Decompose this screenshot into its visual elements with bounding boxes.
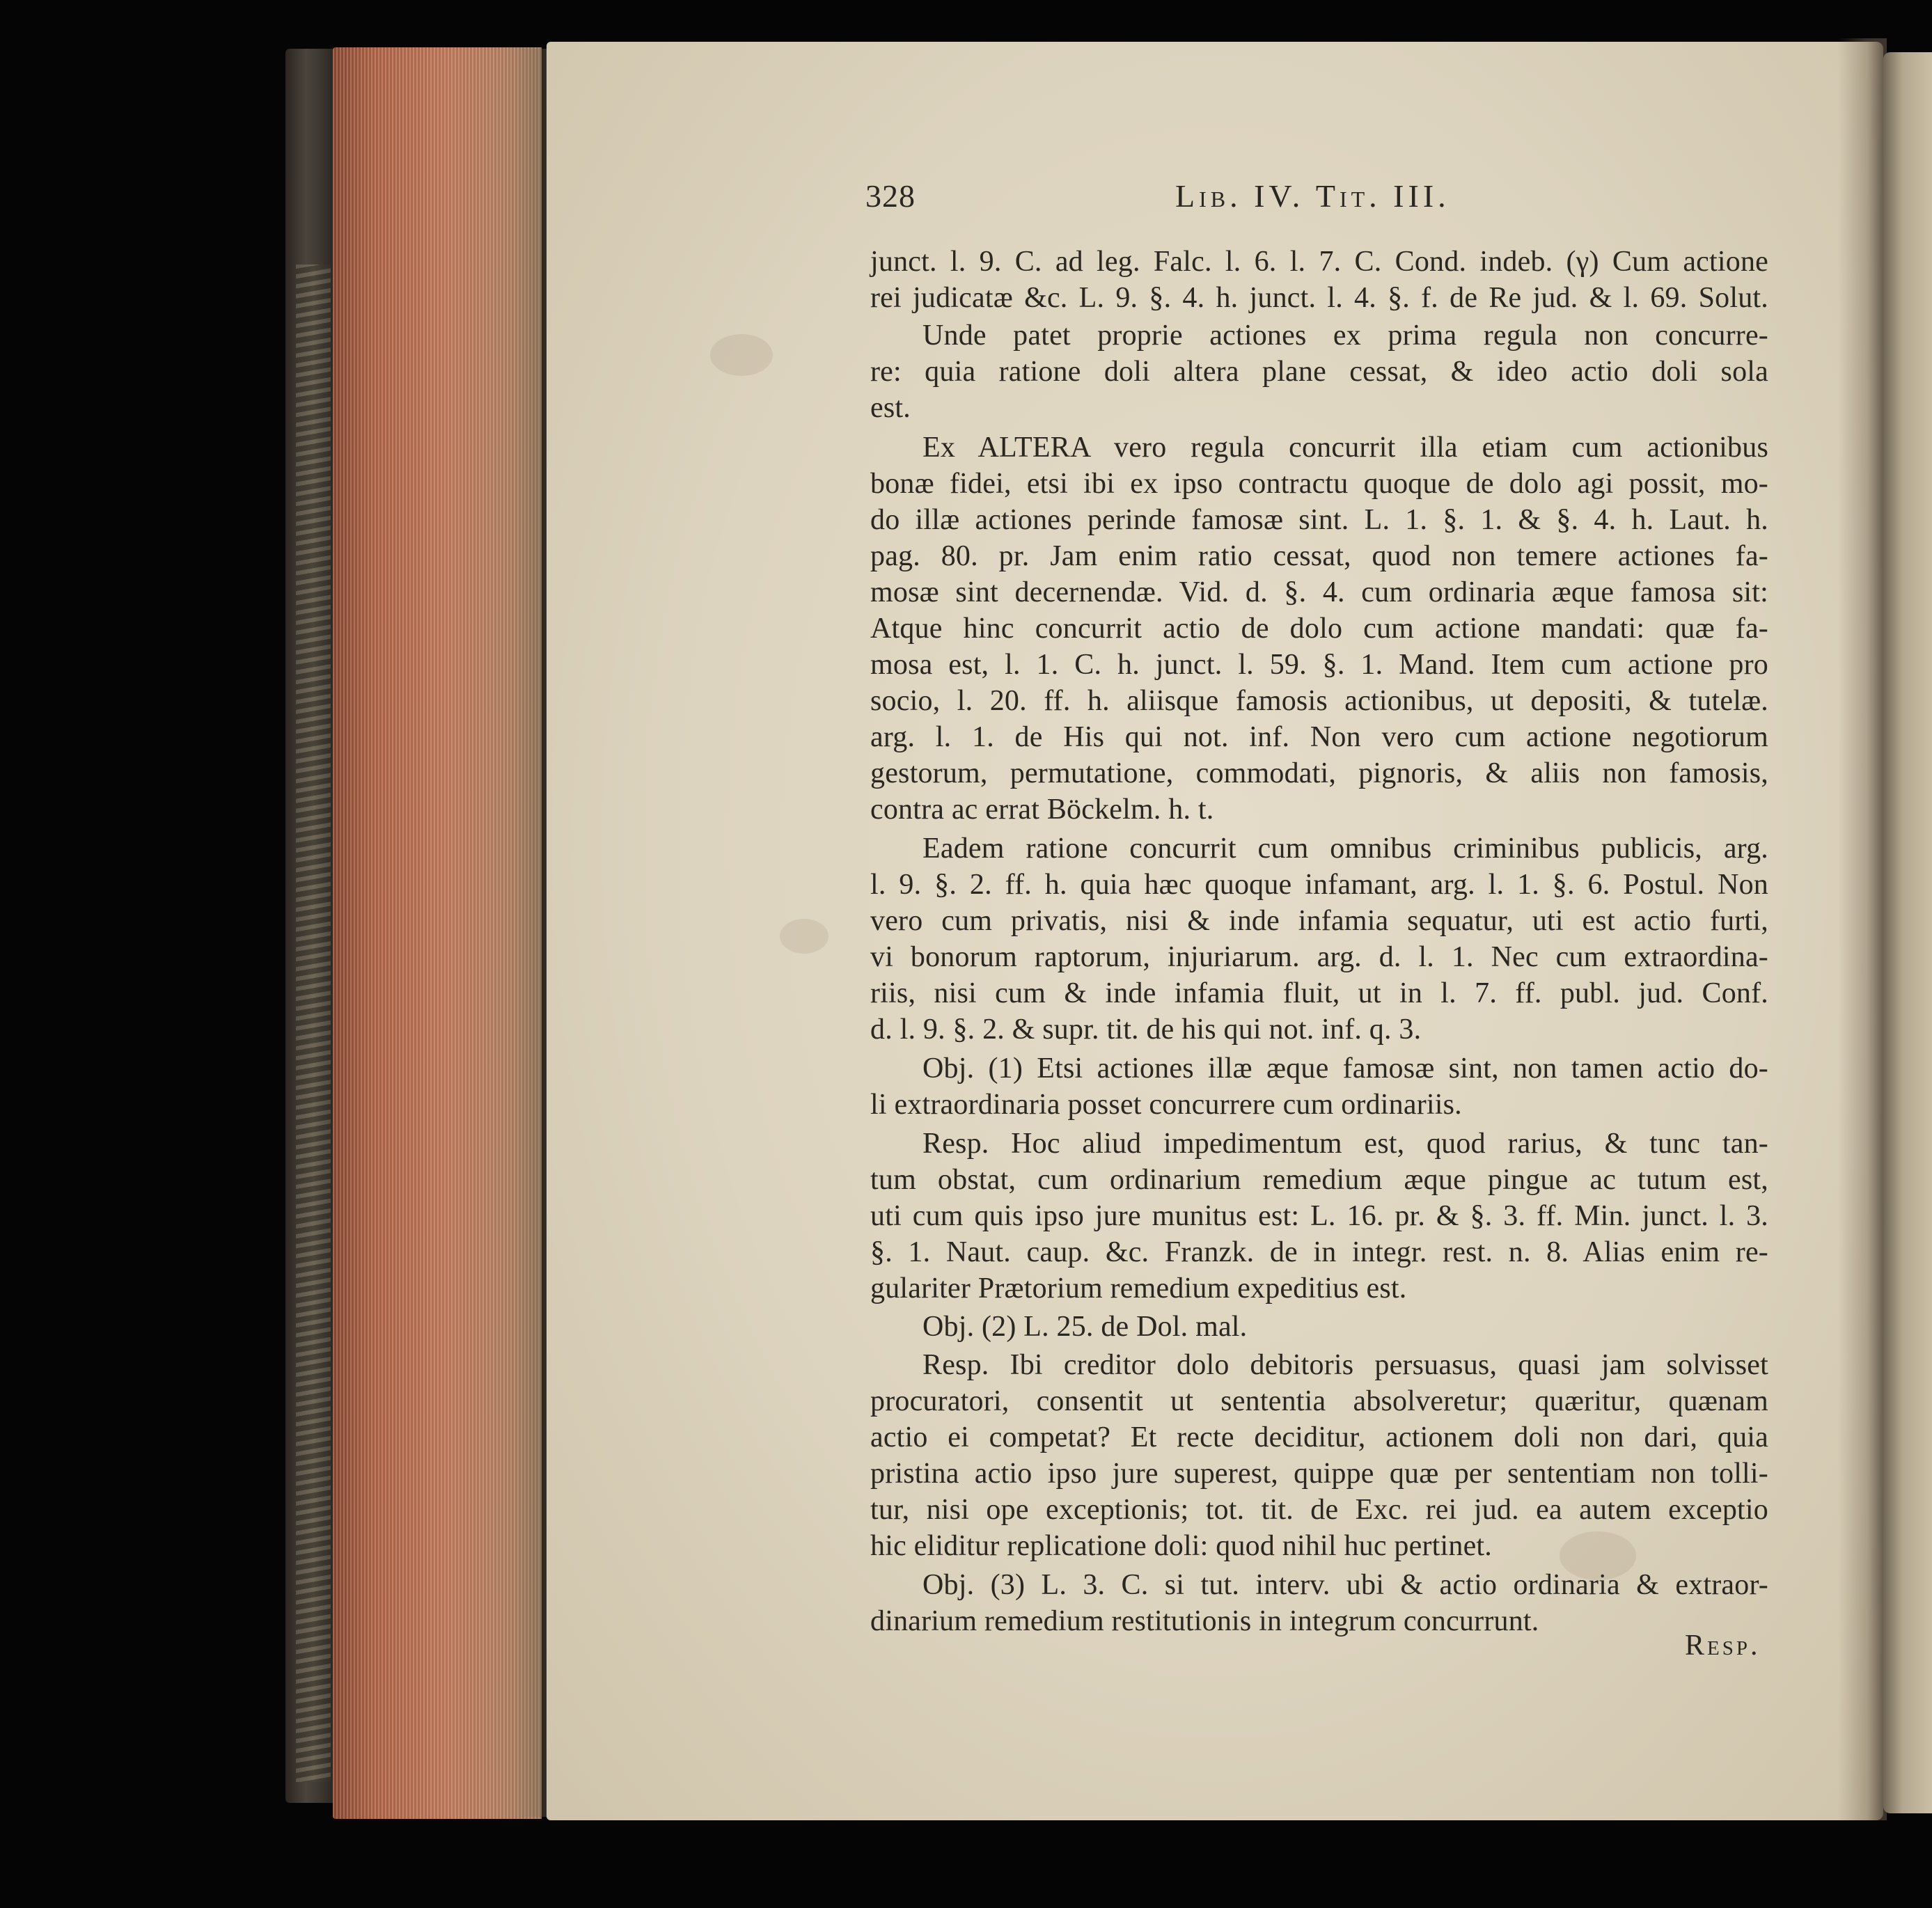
gutter-shadow xyxy=(1838,38,1887,1820)
text-line: tum obstat, cum ordinarium remedium æque pingue ac tutum est, xyxy=(870,1164,1768,1196)
text-line: arg. l. 1. de His qui not. inf. Non vero cum actione negotiorum xyxy=(870,721,1768,753)
text-line: Resp. Hoc aliud impedimentum est, quod rarius, & tunc tan- xyxy=(922,1128,1768,1160)
text-line: §. 1. Naut. caup. &c. Franzk. de in integr. rest. n. 8. Alias enim re- xyxy=(870,1236,1768,1268)
text-line: pag. 80. pr. Jam enim ratio cessat, quod non temere actiones fa- xyxy=(870,540,1768,572)
text-line: uti cum quis ipso jure munitus est: L. 16. pr. & §. 3. ff. Min. junct. l. 3. xyxy=(870,1200,1768,1232)
text-line: vero cum privatis, nisi & inde infamia sequatur, uti est actio furti, xyxy=(870,905,1768,937)
text-line: socio, l. 20. ff. h. aliisque famosis actionibus, ut depositi, & tutelæ. xyxy=(870,685,1768,717)
text-line: Obj. (3) L. 3. C. si tut. interv. ubi & actio ordinaria & extraor- xyxy=(922,1569,1768,1601)
running-head-title: Lib. IV. Tit. III. xyxy=(1175,178,1450,214)
text-line: gestorum, permutatione, commodati, pignoris, & aliis non famosis, xyxy=(870,757,1768,789)
paper-blemish xyxy=(780,919,828,954)
catchword: Resp. xyxy=(1685,1630,1761,1662)
text-line: junct. l. 9. C. ad leg. Falc. l. 6. l. 7. C. Cond. indeb. (γ) Cum actione xyxy=(870,246,1768,278)
text-line: Atque hinc concurrit actio de dolo cum actione mandati: quæ fa- xyxy=(870,613,1768,645)
text-line: procuratori, consentit ut sententia absolveretur; quæritur, quænam xyxy=(870,1385,1768,1417)
text-line: tur, nisi ope exceptionis; tot. tit. de Exc. rei jud. ea autem exceptio xyxy=(870,1494,1768,1526)
text-line: d. l. 9. §. 2. & supr. tit. de his qui not. inf. q. 3. xyxy=(870,1014,1422,1046)
running-head xyxy=(865,178,1770,226)
text-line: re: quia ratione doli altera plane cessat, & ideo actio doli sola xyxy=(870,356,1768,388)
text-line: riis, nisi cum & inde infamia fluit, ut in l. 7. ff. publ. jud. Conf. xyxy=(870,977,1768,1009)
red-stained-page-edges xyxy=(333,47,542,1819)
text-line: Resp. Ibi creditor dolo debitoris persuasus, quasi jam solvisset xyxy=(922,1349,1768,1381)
text-line: l. 9. §. 2. ff. h. quia hæc quoque infamant, arg. l. 1. §. 6. Postul. Non xyxy=(870,869,1768,901)
text-line: do illæ actiones perinde famosæ sint. L. 1. §. 1. & §. 4. h. Laut. h. xyxy=(870,504,1768,536)
text-line: actio ei competat? Et recte deciditur, actionem doli non dari, quia xyxy=(870,1421,1768,1453)
text-line: dinarium remedium restitutionis in integrum concurrunt. xyxy=(870,1605,1539,1637)
text-line: rei judicatæ &c. L. 9. §. 4. h. junct. l. 4. §. f. de Re jud. & l. 69. Solut. xyxy=(870,282,1768,314)
text-line: Unde patet proprie actiones ex prima regula non concurre- xyxy=(922,320,1768,352)
text-line: hic eliditur replicatione doli: quod nihil huc pertinet. xyxy=(870,1530,1492,1562)
text-line: Eadem ratione concurrit cum omnibus criminibus publicis, arg. xyxy=(922,833,1768,865)
text-line: mosa est, l. 1. C. h. junct. l. 59. §. 1. Mand. Item cum actione pro xyxy=(870,649,1768,681)
text-line: Obj. (2) L. 25. de Dol. mal. xyxy=(922,1311,1248,1343)
text-line: bonæ fidei, etsi ibi ex ipso contractu quoque de dolo agi possit, mo- xyxy=(870,468,1768,500)
page-number: 328 xyxy=(865,178,916,214)
text-line: contra ac errat Böckelm. h. t. xyxy=(870,794,1214,826)
facing-page-sliver xyxy=(1883,52,1932,1813)
text-line: li extraordinaria posset concurrere cum ordinariis. xyxy=(870,1089,1462,1121)
text-line: vi bonorum raptorum, injuriarum. arg. d. l. 1. Nec cum extraordina- xyxy=(870,941,1768,973)
text-line: est. xyxy=(870,392,911,424)
text-line: pristina actio ipso jure superest, quippe quæ per sententiam non tolli- xyxy=(870,1458,1768,1490)
text-line: Ex ALTERA vero regula concurrit illa etiam cum actionibus xyxy=(922,432,1768,464)
text-line: Obj. (1) Etsi actiones illæ æque famosæ sint, non tamen actio do- xyxy=(922,1052,1768,1085)
paper-blemish xyxy=(710,334,773,376)
text-line: mosæ sint decernendæ. Vid. d. §. 4. cum ordinaria æque famosa sit: xyxy=(870,576,1768,608)
marbled-cover-edge xyxy=(296,265,331,1782)
text-line: gulariter Prætorium remedium expeditius est. xyxy=(870,1272,1407,1304)
